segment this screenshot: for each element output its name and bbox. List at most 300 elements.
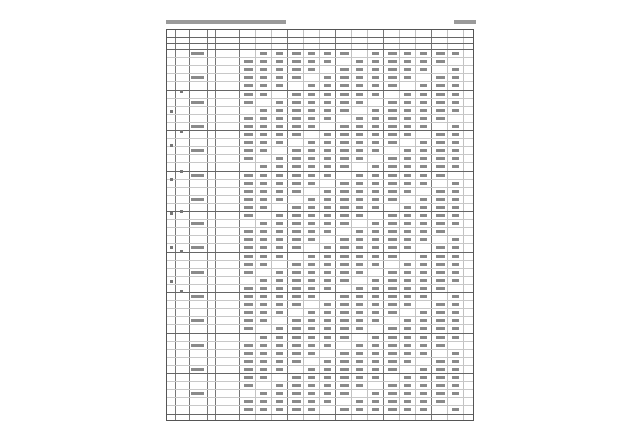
- table-cell-value: [244, 68, 253, 71]
- table-cell-value: [356, 198, 363, 201]
- table-cell-value: [276, 400, 283, 403]
- table-cell-value: [244, 149, 253, 152]
- table-cell-value: [388, 68, 397, 71]
- table-cell-value: [420, 165, 427, 168]
- table-row-label: [191, 125, 204, 128]
- table-cell-value: [436, 344, 445, 347]
- table-cell-value: [276, 295, 283, 298]
- table-cell-value: [356, 360, 363, 363]
- table-cell-value: [452, 190, 459, 193]
- table-cell-value: [436, 400, 445, 403]
- table-cell-value: [260, 246, 267, 249]
- table-cell-value: [420, 206, 427, 209]
- table-cell-value: [324, 198, 331, 201]
- table-cell-value: [452, 311, 459, 314]
- table-cell-value: [324, 133, 331, 136]
- table-cell-value: [436, 60, 445, 63]
- table-cell-value: [308, 376, 315, 379]
- table-cell-value: [420, 52, 427, 55]
- table-cell-value: [244, 182, 253, 185]
- table-cell-value: [276, 68, 283, 71]
- table-cell-value: [308, 174, 315, 177]
- table-cell-value: [276, 327, 283, 330]
- table-cell-value: [260, 336, 267, 339]
- table-cell-value: [324, 400, 331, 403]
- table-row-divider: [167, 90, 473, 91]
- table-header-divider: [167, 43, 473, 44]
- table-cell-value: [276, 125, 283, 128]
- table-cell-value: [276, 344, 283, 347]
- table-cell-value: [324, 52, 331, 55]
- table-cell-value: [372, 222, 379, 225]
- table-cell-value: [244, 157, 253, 160]
- table-cell-value: [308, 384, 315, 387]
- table-row-label: [191, 222, 204, 225]
- table-cell-value: [340, 141, 349, 144]
- table-cell-value: [308, 84, 315, 87]
- table-row-divider: [167, 235, 473, 236]
- table-cell-value: [308, 141, 315, 144]
- table-cell-value: [372, 68, 379, 71]
- table-cell-value: [452, 84, 459, 87]
- table-cell-value: [420, 214, 427, 217]
- table-cell-value: [340, 165, 349, 168]
- table-cell-value: [244, 295, 253, 298]
- table-row-divider: [167, 171, 473, 172]
- table-cell-value: [452, 157, 459, 160]
- table-cell-value: [388, 165, 397, 168]
- table-cell-value: [404, 336, 411, 339]
- table-cell-value: [260, 263, 267, 266]
- table-cell-value: [356, 141, 363, 144]
- table-cell-value: [260, 376, 267, 379]
- table-cell-value: [388, 271, 397, 274]
- table-cell-value: [308, 255, 315, 258]
- table-cell-value: [356, 60, 363, 63]
- table-cell-value: [356, 117, 363, 120]
- table-row-divider: [167, 284, 473, 285]
- table-cell-value: [308, 287, 315, 290]
- table-cell-value: [260, 84, 267, 87]
- table-cell-value: [244, 384, 253, 387]
- table-cell-value: [404, 174, 411, 177]
- table-cell-value: [356, 182, 363, 185]
- table-cell-value: [244, 311, 253, 314]
- table-cell-value: [324, 206, 331, 209]
- table-header-divider: [167, 49, 473, 50]
- table-cell-value: [452, 93, 459, 96]
- table-cell-value: [452, 384, 459, 387]
- table-cell-value: [356, 319, 363, 322]
- table-row-divider: [167, 316, 473, 317]
- table-cell-value: [356, 303, 363, 306]
- table-row-divider: [167, 106, 473, 107]
- table-cell-value: [308, 214, 315, 217]
- table-cell-value: [340, 84, 349, 87]
- table-cell-value: [308, 295, 315, 298]
- table-cell-value: [308, 182, 315, 185]
- table-cell-value: [388, 255, 397, 258]
- table-cell-value: [436, 271, 445, 274]
- table-cell-value: [260, 68, 267, 71]
- table-cell-value: [388, 336, 397, 339]
- table-cell-value: [292, 230, 301, 233]
- table-cell-value: [420, 263, 427, 266]
- table-cell-value: [388, 311, 397, 314]
- table-cell-value: [340, 376, 349, 379]
- table-cell-value: [436, 368, 445, 371]
- table-cell-value: [356, 327, 363, 330]
- table-cell-value: [356, 214, 363, 217]
- table-cell-value: [420, 222, 427, 225]
- table-cell-value: [356, 246, 363, 249]
- table-cell-value: [276, 141, 283, 144]
- table-cell-value: [292, 392, 301, 395]
- table-cell-value: [356, 295, 363, 298]
- table-cell-value: [372, 93, 379, 96]
- table-cell-value: [308, 271, 315, 274]
- table-cell-value: [356, 368, 363, 371]
- table-cell-value: [388, 400, 397, 403]
- table-cell-value: [356, 376, 363, 379]
- table-cell-value: [260, 344, 267, 347]
- table-cell-value: [404, 214, 411, 217]
- vertical-group-label: [170, 178, 173, 181]
- table-cell-value: [436, 109, 445, 112]
- table-cell-value: [452, 279, 459, 282]
- table-cell-value: [388, 174, 397, 177]
- table-cell-value: [244, 76, 253, 79]
- table-cell-value: [308, 400, 315, 403]
- table-cell-value: [324, 101, 331, 104]
- table-cell-value: [292, 109, 301, 112]
- table-cell-value: [356, 101, 363, 104]
- table-cell-value: [324, 60, 331, 63]
- table-cell-value: [420, 336, 427, 339]
- table-row-divider: [167, 114, 473, 115]
- table-cell-value: [292, 246, 301, 249]
- table-cell-value: [404, 360, 411, 363]
- table-cell-value: [372, 263, 379, 266]
- table-cell-value: [356, 174, 363, 177]
- table-cell-value: [452, 238, 459, 241]
- table-row-divider: [167, 122, 473, 123]
- table-cell-value: [324, 230, 331, 233]
- table-cell-value: [340, 68, 349, 71]
- table-cell-value: [324, 157, 331, 160]
- table-cell-value: [308, 52, 315, 55]
- table-cell-value: [436, 76, 445, 79]
- table-cell-value: [244, 303, 253, 306]
- vertical-group-label: [170, 110, 173, 113]
- table-cell-value: [436, 279, 445, 282]
- table-cell-value: [244, 360, 253, 363]
- table-cell-value: [404, 287, 411, 290]
- table-cell-value: [420, 400, 427, 403]
- table-cell-value: [452, 295, 459, 298]
- table-cell-value: [356, 133, 363, 136]
- table-column-divider: [287, 30, 288, 420]
- table-cell-value: [404, 263, 411, 266]
- table-cell-value: [436, 384, 445, 387]
- table-cell-value: [372, 303, 379, 306]
- table-column-divider: [383, 30, 384, 420]
- table-cell-value: [244, 190, 253, 193]
- table-cell-value: [404, 352, 411, 355]
- table-cell-value: [308, 319, 315, 322]
- table-row-divider: [167, 138, 473, 139]
- table-cell-value: [356, 271, 363, 274]
- table-cell-value: [452, 198, 459, 201]
- table-cell-value: [260, 174, 267, 177]
- table-column-divider: [271, 30, 272, 420]
- table-cell-value: [260, 109, 267, 112]
- table-column-divider: [175, 30, 176, 420]
- table-column-divider: [431, 30, 432, 420]
- document-note: [454, 20, 476, 24]
- table-row-label: [191, 392, 204, 395]
- table-column-divider: [319, 30, 320, 420]
- table-cell-value: [244, 214, 253, 217]
- table-cell-value: [420, 101, 427, 104]
- table-cell-value: [292, 214, 301, 217]
- vertical-group-label: [170, 212, 173, 215]
- table-cell-value: [260, 368, 267, 371]
- table-cell-value: [324, 279, 331, 282]
- table-cell-value: [372, 60, 379, 63]
- table-cell-value: [308, 311, 315, 314]
- table-cell-value: [436, 360, 445, 363]
- table-cell-value: [324, 263, 331, 266]
- table-cell-value: [292, 68, 301, 71]
- table-cell-value: [340, 206, 349, 209]
- table-cell-value: [244, 198, 253, 201]
- table-cell-value: [420, 149, 427, 152]
- table-cell-value: [308, 165, 315, 168]
- table-cell-value: [260, 165, 267, 168]
- table-cell-value: [372, 84, 379, 87]
- table-cell-value: [356, 311, 363, 314]
- table-cell-value: [276, 246, 283, 249]
- table-cell-value: [388, 360, 397, 363]
- table-row-divider: [167, 98, 473, 99]
- table-column-divider: [463, 30, 464, 420]
- table-cell-value: [404, 400, 411, 403]
- table-cell-value: [308, 60, 315, 63]
- table-cell-value: [452, 360, 459, 363]
- table-cell-value: [292, 76, 301, 79]
- table-cell-value: [436, 198, 445, 201]
- vertical-group-label: [170, 144, 173, 147]
- table-cell-value: [244, 206, 253, 209]
- table-cell-value: [420, 311, 427, 314]
- table-cell-value: [388, 352, 397, 355]
- table-cell-value: [452, 149, 459, 152]
- table-row-label: [191, 101, 204, 104]
- table-cell-value: [420, 84, 427, 87]
- table-cell-value: [404, 230, 411, 233]
- table-cell-value: [436, 214, 445, 217]
- table-cell-value: [276, 368, 283, 371]
- table-row-label: [191, 271, 204, 274]
- table-cell-value: [244, 408, 253, 411]
- table-cell-value: [372, 319, 379, 322]
- table-cell-value: [404, 238, 411, 241]
- table-cell-value: [452, 109, 459, 112]
- table-cell-value: [340, 352, 349, 355]
- table-cell-value: [372, 408, 379, 411]
- table-cell-value: [340, 246, 349, 249]
- table-cell-value: [244, 246, 253, 249]
- vertical-subgroup-label: [180, 250, 183, 253]
- table-cell-value: [372, 230, 379, 233]
- table-cell-value: [292, 327, 301, 330]
- table-cell-value: [260, 206, 267, 209]
- table-cell-value: [404, 60, 411, 63]
- table-cell-value: [276, 392, 283, 395]
- table-cell-value: [372, 174, 379, 177]
- table-cell-value: [436, 287, 445, 290]
- table-cell-value: [452, 271, 459, 274]
- table-cell-value: [324, 109, 331, 112]
- table-cell-value: [292, 263, 301, 266]
- table-cell-value: [388, 198, 397, 201]
- table-row-divider: [167, 292, 473, 293]
- table-cell-value: [324, 336, 331, 339]
- table-cell-value: [356, 76, 363, 79]
- table-cell-value: [436, 392, 445, 395]
- table-row-divider: [167, 65, 473, 66]
- table-cell-value: [388, 190, 397, 193]
- table-cell-value: [436, 327, 445, 330]
- table-cell-value: [404, 165, 411, 168]
- table-cell-value: [292, 101, 301, 104]
- table-cell-value: [420, 295, 427, 298]
- table-cell-value: [260, 52, 267, 55]
- table-cell-value: [340, 125, 349, 128]
- table-cell-value: [276, 52, 283, 55]
- table-row-divider: [167, 211, 473, 212]
- table-cell-value: [356, 384, 363, 387]
- table-cell-value: [388, 230, 397, 233]
- table-cell-value: [308, 230, 315, 233]
- table-row-divider: [167, 381, 473, 382]
- table-cell-value: [356, 68, 363, 71]
- table-cell-value: [324, 376, 331, 379]
- table-cell-value: [404, 271, 411, 274]
- table-cell-value: [420, 68, 427, 71]
- table-cell-value: [372, 52, 379, 55]
- table-cell-value: [340, 295, 349, 298]
- table-cell-value: [260, 392, 267, 395]
- table-cell-value: [420, 109, 427, 112]
- table-cell-value: [260, 230, 267, 233]
- table-column-divider: [239, 30, 240, 420]
- table-cell-value: [372, 246, 379, 249]
- table-cell-value: [340, 392, 349, 395]
- table-cell-value: [404, 408, 411, 411]
- table-cell-value: [308, 125, 315, 128]
- table-cell-value: [388, 279, 397, 282]
- table-cell-value: [340, 182, 349, 185]
- table-cell-value: [260, 190, 267, 193]
- table-cell-value: [276, 336, 283, 339]
- table-cell-value: [404, 101, 411, 104]
- table-cell-value: [276, 214, 283, 217]
- table-cell-value: [372, 182, 379, 185]
- table-row-divider: [167, 81, 473, 82]
- table-cell-value: [292, 319, 301, 322]
- vertical-subgroup-label: [180, 170, 183, 173]
- table-cell-value: [388, 238, 397, 241]
- table-cell-value: [260, 295, 267, 298]
- table-cell-value: [276, 311, 283, 314]
- table-cell-value: [404, 392, 411, 395]
- table-cell-value: [324, 271, 331, 274]
- table-row-divider: [167, 357, 473, 358]
- table-cell-value: [420, 279, 427, 282]
- table-cell-value: [388, 133, 397, 136]
- table-row-divider: [167, 146, 473, 147]
- table-cell-value: [372, 287, 379, 290]
- table-cell-value: [420, 344, 427, 347]
- table-cell-value: [244, 101, 253, 104]
- table-cell-value: [260, 222, 267, 225]
- table-cell-value: [276, 279, 283, 282]
- table-cell-value: [276, 303, 283, 306]
- table-cell-value: [436, 149, 445, 152]
- table-cell-value: [372, 352, 379, 355]
- table-cell-value: [420, 125, 427, 128]
- table-row-divider: [167, 397, 473, 398]
- table-cell-value: [308, 327, 315, 330]
- table-cell-value: [260, 238, 267, 241]
- table-cell-value: [340, 190, 349, 193]
- table-cell-value: [388, 141, 397, 144]
- table-cell-value: [388, 344, 397, 347]
- table-cell-value: [308, 238, 315, 241]
- table-cell-value: [276, 271, 283, 274]
- table-cell-value: [452, 222, 459, 225]
- table-cell-value: [276, 287, 283, 290]
- table-cell-value: [340, 279, 349, 282]
- table-cell-value: [292, 93, 301, 96]
- table-cell-value: [452, 327, 459, 330]
- table-row-divider: [167, 365, 473, 366]
- table-cell-value: [292, 279, 301, 282]
- table-cell-value: [292, 400, 301, 403]
- vertical-group-label: [170, 280, 173, 283]
- table-cell-value: [436, 157, 445, 160]
- table-cell-value: [420, 319, 427, 322]
- table-cell-value: [436, 165, 445, 168]
- table-cell-value: [244, 125, 253, 128]
- table-cell-value: [436, 303, 445, 306]
- table-cell-value: [372, 392, 379, 395]
- table-cell-value: [404, 246, 411, 249]
- table-cell-value: [340, 101, 349, 104]
- table-cell-value: [244, 255, 253, 258]
- table-cell-value: [260, 133, 267, 136]
- table-cell-value: [436, 101, 445, 104]
- table-cell-value: [452, 101, 459, 104]
- table-cell-value: [356, 287, 363, 290]
- table-cell-value: [420, 230, 427, 233]
- table-cell-value: [324, 344, 331, 347]
- table-row-divider: [167, 300, 473, 301]
- table-cell-value: [324, 303, 331, 306]
- table-cell-value: [340, 271, 349, 274]
